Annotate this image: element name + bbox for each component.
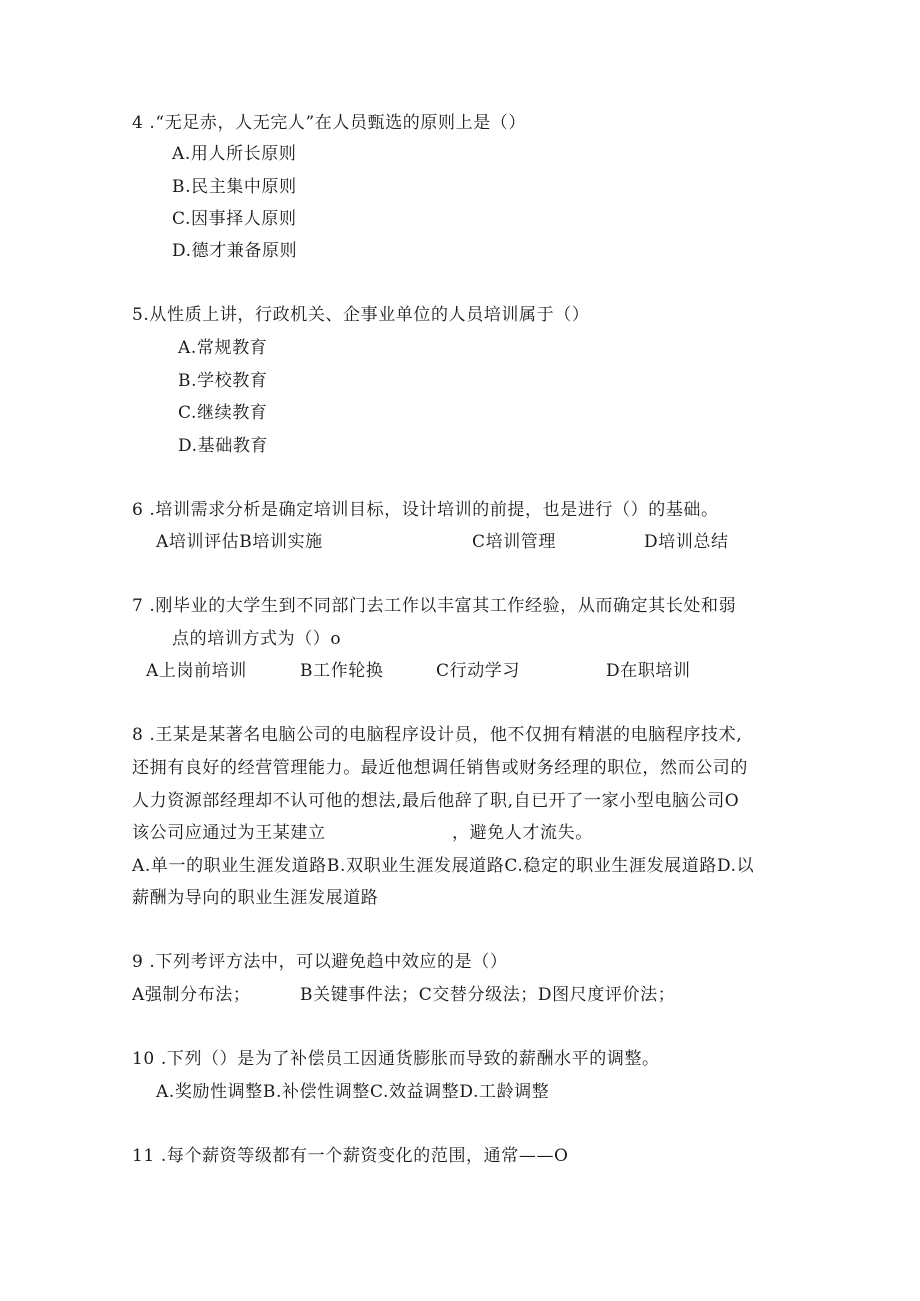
question-8-options-line-2: 薪酬为导向的职业生涯发展道路 (132, 888, 379, 908)
question-6-option-d: D培训总结 (644, 532, 729, 552)
question-9-option-a: A强制分布法； (132, 985, 251, 1005)
question-4-option-c: C.因事择人原则 (172, 209, 297, 229)
question-8-stem-line-3: 人力资源部经理却不认可他的想法,最后他辞了职,自已开了一家小型电脑公司O (132, 791, 740, 811)
question-5-stem: 5.从性质上讲，行政机关、企事业单位的人员培训属于（） (132, 305, 590, 325)
question-7-stem-line-2: 点的培训方式为（）o (172, 629, 342, 649)
question-4-option-b: B.民主集中原则 (172, 177, 297, 197)
question-9-stem: 9 .下列考评方法中，可以避免趋中效应的是（） (132, 952, 508, 972)
question-6-option-c: C培训管理 (472, 532, 557, 552)
question-6-option-ab: A培训评估B培训实施 (156, 532, 323, 552)
question-4-stem: 4 .“无足赤，人无完人”在人员甄选的原则上是（） (132, 113, 527, 133)
question-6-stem: 6 .培训需求分析是确定培训目标，设计培训的前提，也是进行（）的基础。 (132, 500, 719, 520)
question-4-option-d: D.德才兼备原则 (172, 241, 298, 261)
question-5-option-d: D.基础教育 (178, 436, 269, 456)
question-8-options-line-1: A.单一的职业生涯发道路B.双职业生涯发展道路C.稳定的职业生涯发展道路D.以 (132, 856, 755, 876)
question-5-option-c: C.继续教育 (178, 403, 268, 423)
question-10-stem: 10 .下列（）是为了补偿员工因通货膨胀而导致的薪酬水平的调整。 (132, 1049, 660, 1069)
question-8-stem-line-4: 该公司应通过为王某建立 (132, 823, 326, 843)
question-7-option-d: D在职培训 (606, 661, 691, 681)
question-10-options: A.奖励性调整B.补偿性调整C.效益调整D.工龄调整 (156, 1082, 550, 1102)
question-8-stem-line-1: 8 .王某是某著名电脑公司的电脑程序设计员，他不仅拥有精湛的电脑程序技术, (132, 725, 743, 745)
question-8-stem-line-4-end: ，避免人才流失。 (452, 823, 593, 843)
question-7-option-b: B工作轮换 (300, 661, 384, 681)
question-4-option-a: A.用人所长原则 (172, 144, 297, 164)
question-9-option-bcd: B关键事件法；C交替分级法；D图尺度评价法； (300, 985, 676, 1005)
question-11-stem: 11 .每个薪资等级都有一个薪资变化的范围，通常——O (132, 1146, 569, 1166)
question-5-option-a: A.常规教育 (178, 338, 268, 358)
question-7-stem-line-1: 7 .刚毕业的大学生到不同部门去工作以丰富其工作经验，从而确定其长处和弱 (132, 596, 737, 616)
question-7-option-a: A上岗前培训 (146, 661, 247, 681)
question-8-stem-line-2: 还拥有良好的经营管理能力。最近他想调任销售或财务经理的职位，然而公司的 (132, 758, 748, 778)
question-7-option-c: C行动学习 (436, 661, 521, 681)
question-5-option-b: B.学校教育 (178, 371, 268, 391)
